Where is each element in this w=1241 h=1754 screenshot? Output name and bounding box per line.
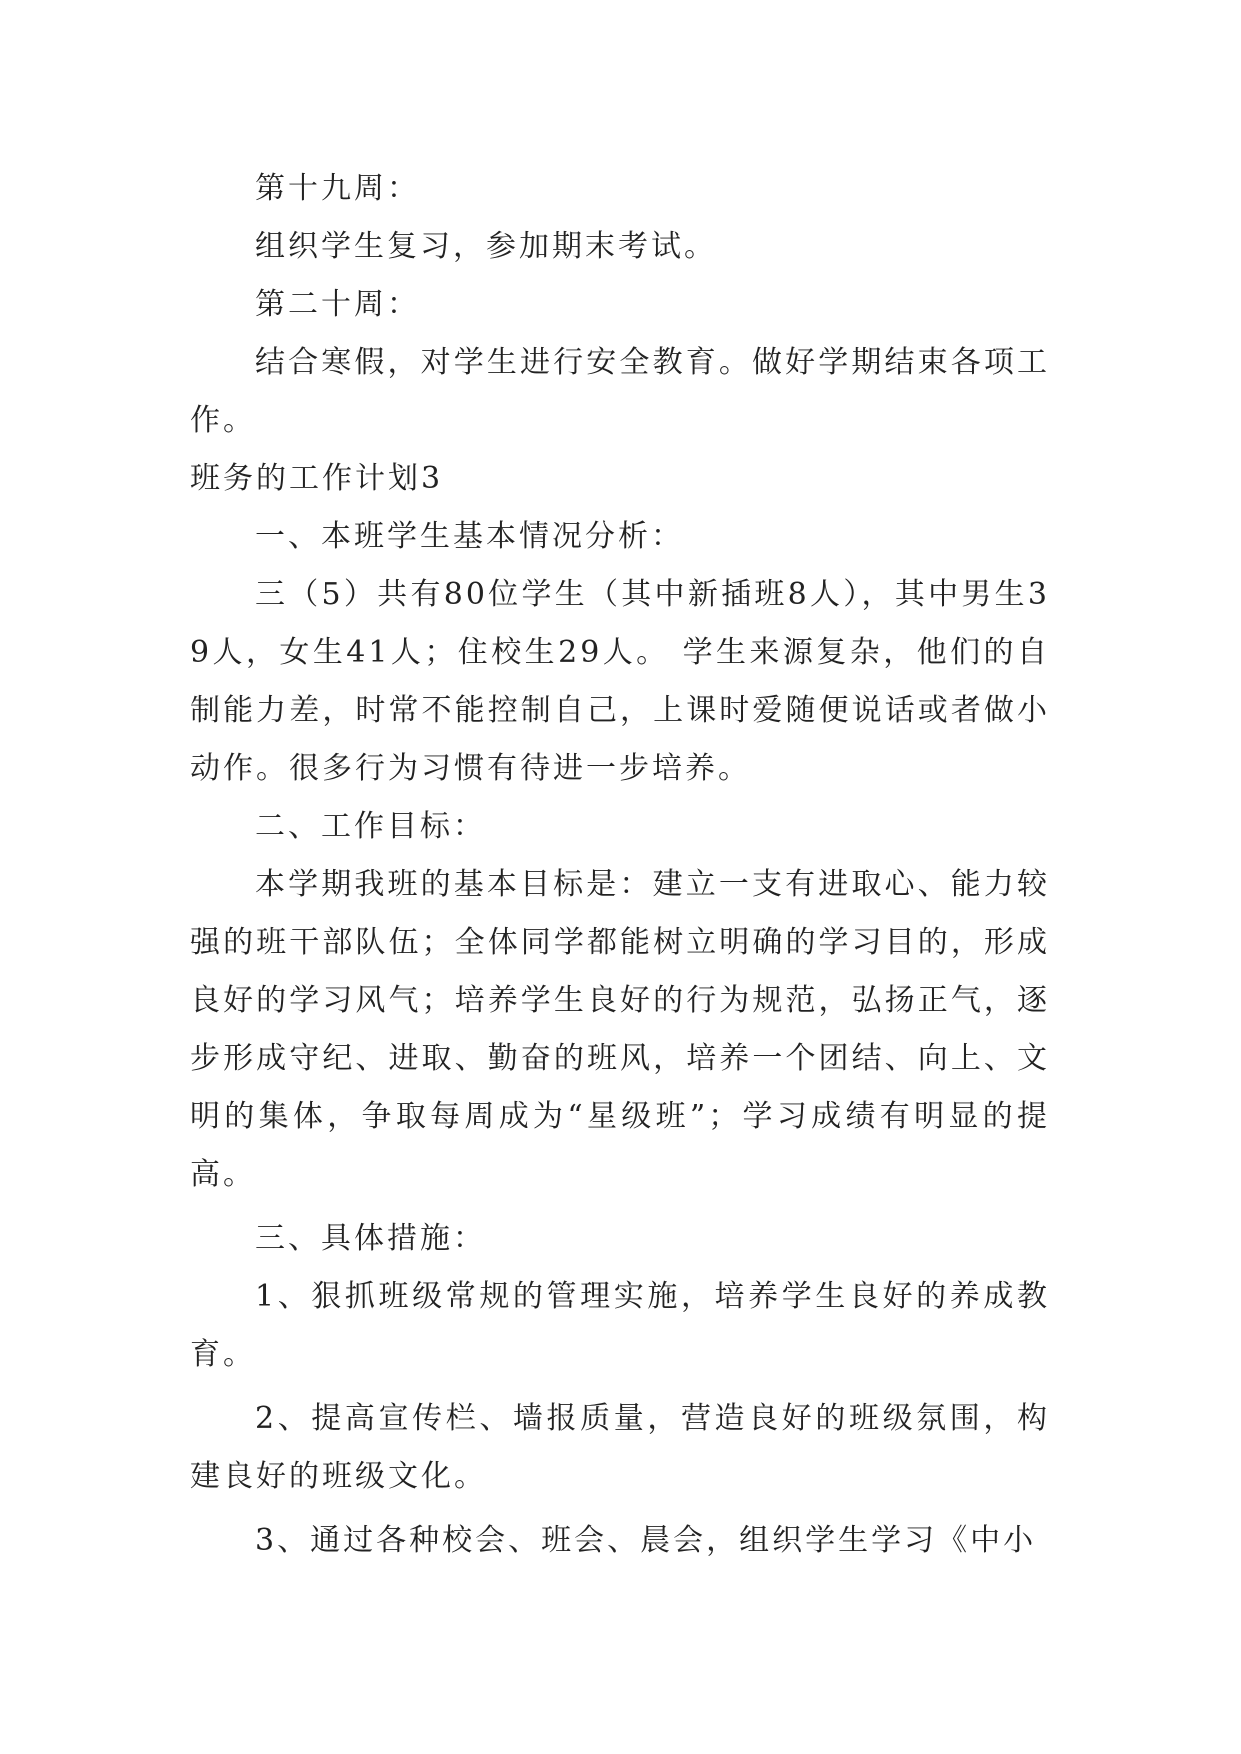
heading-situation: 一、本班学生基本情况分析： (255, 519, 684, 554)
measure-2: 2、提高宣传栏、墙报质量，营造良好的班级氛围，构建良好的班级文化。 (190, 1401, 1050, 1494)
measure-1: 1、狠抓班级常规的管理实施，培养学生良好的养成教育。 (190, 1279, 1050, 1372)
goals-text: 本学期我班的基本目标是：建立一支有进取心、能力较强的班干部队伍；全体同学都能树立明确的学习目的，形成良好的学习风气；培养学生良好的行为规范，弘扬正气，逐步形成守纪、进取、勤奋的班风，培养一个团结、向上、文明的集体，争取每周成为“星级班”；学习成绩有明显的提高。 (190, 867, 1050, 1192)
heading-goals: 二、工作目标： (255, 809, 486, 844)
situation-text: 三（5）共有80位学生（其中新插班8人），其中男生39人，女生41人；住校生29人。 学生来源复杂，他们的自制能力差，时常不能控制自己，上课时爱随便说话或者做小动作。很多行为习惯有待进一步培养。 (190, 577, 1050, 786)
document-body (190, 160, 1050, 1570)
week-20-text: 结合寒假，对学生进行安全教育。做好学期结束各项工作。 (190, 345, 1050, 438)
week-19-heading: 第十九周： (255, 171, 420, 206)
heading-measures: 三、具体措施： (255, 1221, 486, 1256)
measure-3: 3、通过各种校会、班会、晨会，组织学生学习《中小 (255, 1523, 1037, 1558)
week-20-heading: 第二十周： (255, 287, 420, 322)
section-title: 班务的工作计划3 (190, 461, 444, 496)
week-19-text: 组织学生复习，参加期末考试。 (255, 229, 717, 264)
